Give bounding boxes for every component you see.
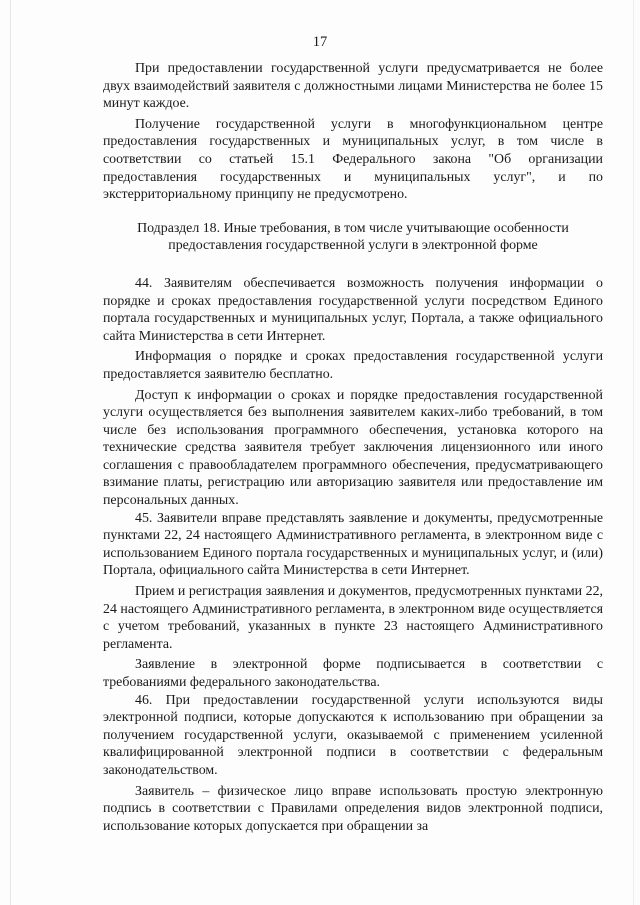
paragraph-interactions: При предоставлении государственной услуги предусматривается не более двух взаимодействий заявителя с должностными лицами Министерства не более 15 минут каждое. (103, 61, 603, 112)
paragraph-info-free: Информация о порядке и сроках предоставления государственной услуги предоставляется заявителю бесплатно. (103, 349, 603, 382)
scan-edge-right (633, 0, 634, 905)
paragraph-44: 44. Заявителям обеспечивается возможность получения информации о порядке и сроках предоставления государственной услуги посредством Единого портала государственных и муниципальных услуг, Портала, а также официального сайта Министерства в сети Интернет. (103, 275, 603, 344)
paragraph-45: 45. Заявители вправе представлять заявление и документы, предусмотренные пунктами 22, 24 настоящего Административного регламента, в электронном виде с использованием Единого портала государственных и муниципальных услуг, и (или) Портала, официального сайта Министерства в сети Интернет. (103, 510, 603, 579)
paragraph-signature: Заявление в электронной форме подписывается в соответствии с требованиями федерального законодательства. (103, 657, 603, 690)
page-number: 17 (312, 34, 328, 50)
scan-edge-left (10, 0, 11, 905)
paragraph-access: Доступ к информации о сроках и порядке предоставления государственной услуги осуществляется без выполнения заявителем каких-либо требований, в том числе без использования программного обеспечения, установка которого на технические средства заявителя требует заключения лицензионного или иного соглашения с правообладателем программного обеспечения, предусматривающего взимание платы, регистрацию или авторизацию заявителя или предоставление им персональных данных. (103, 387, 603, 509)
document-body (103, 60, 603, 838)
section-heading: Подраздел 18. Иные требования, в том числе учитывающие особенности предоставления государственной услуги в электронной форме (137, 220, 569, 254)
paragraph-registration: Прием и регистрация заявления и документов, предусмотренных пунктами 22, 24 настоящего Административного регламента, в электронном виде осуществляется с учетом требований, указанных в пункте 23 настоящего Административного регламента. (103, 584, 603, 652)
paragraph-simple-signature: Заявитель – физическое лицо вправе использовать простую электронную подпись в соответствии с Правилами определения видов электронной подписи, использование которых допускается при обращении за (103, 783, 603, 834)
paragraph-mfc: Получение государственной услуги в многофункциональном центре предоставления государственных и муниципальных услуг, в том числе в соответствии со статьей 15.1 Федерального закона "Об организации предоставления государственных и муниципальных услуг", и по экстерриториальному принципу не предусмотрено. (103, 116, 603, 203)
paragraph-46: 46. При предоставлении государственной услуги используются виды электронной подписи, которые допускаются к использованию при обращении за получением государственной услуги, оказываемой с применением усиленной квалифицированной электронной подписи в соответствии с федеральным законодательством. (103, 692, 603, 778)
